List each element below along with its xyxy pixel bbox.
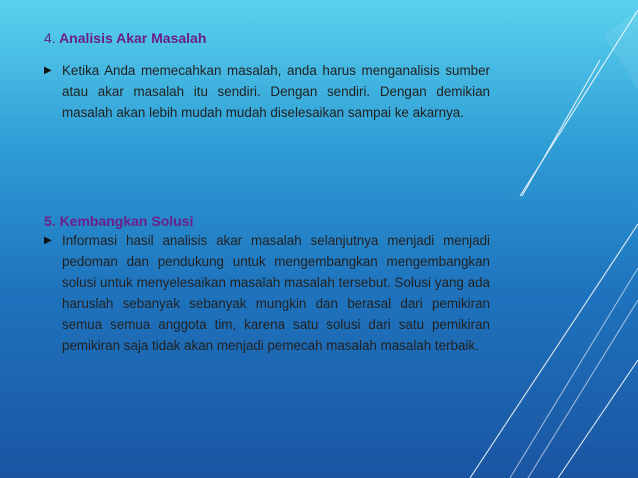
section-5-bullet-item [44,230,490,356]
section-5-paragraph: Informasi hasil analisis akar masalah selanjutnya menjadi menjadi pedoman dan pendukung untuk mengembangkan mengembangkan solusi untuk menyelesaikan masalah masalah tersebut. Solusi yang ada haruslah sebanyak sebanyak mungkin dan berasal dari pemikiran semua semua anggota tim, karena satu solusi dari satu pemikiran pemikiran saja tidak akan menjadi pemecah masalah masalah terbaik. [62,233,490,353]
section-4-bullet-item [44,60,490,123]
section-4-title: Analisis Akar Masalah [59,30,207,46]
triangle-right-icon: ▶ [44,65,52,76]
triangle-right-icon: ▶ [44,235,52,246]
section-4-heading [44,30,206,46]
section-4-number: 4. [44,30,56,46]
section-5-heading: 5. Kembangkan Solusi [44,213,194,229]
section-4-paragraph: Ketika Anda memecahkan masalah, anda harus menganalisis sumber atau akar masalah itu sendiri. Dengan sendiri. Dengan demikian masalah akan lebih mudah mudah diselesaikan sampai ke akarnya. [62,63,490,120]
